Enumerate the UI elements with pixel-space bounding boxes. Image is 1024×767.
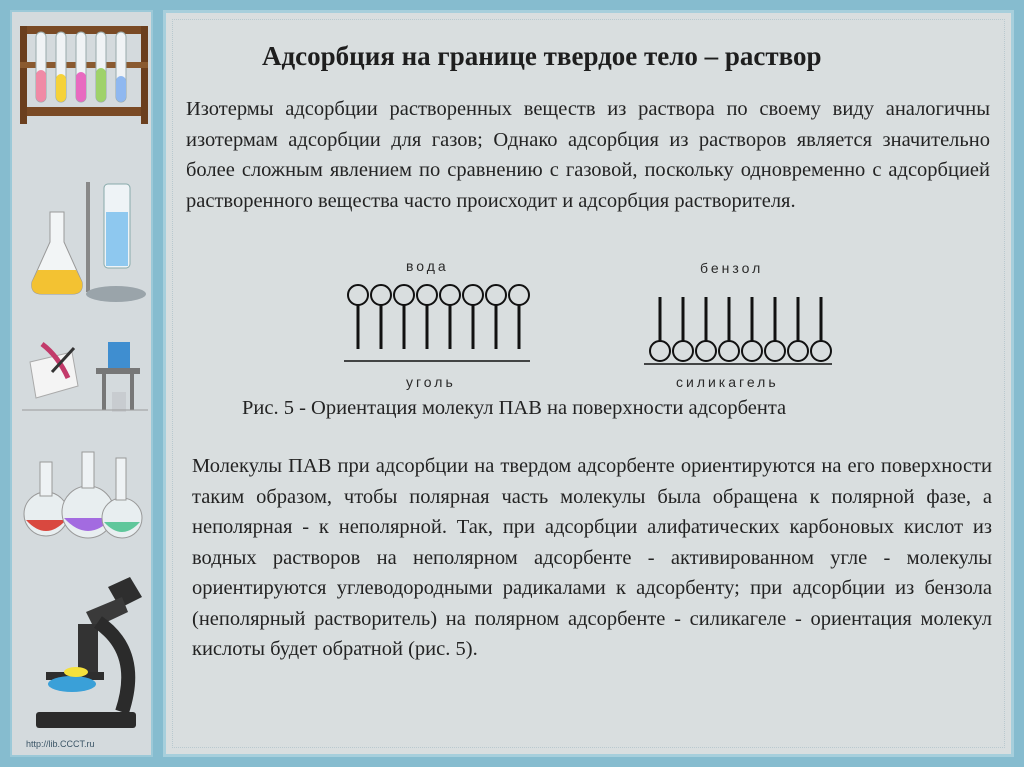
beaker-icon (104, 184, 130, 268)
test-tube-rack-icon (20, 26, 148, 124)
intro-paragraph: Изотермы адсорбции растворенных веществ из раствора по своему виду аналогичны изотермам адсорбции для газов; Однако адсорбция из растворов является значительно более сложным явлением по сравнению с газовой, поскольку одновременно с адсорбцией растворенного вещества часто происходит и адсорбция растворителя. (186, 98, 990, 212)
benzene-silica-molecules (650, 297, 831, 361)
burner-icon (96, 342, 140, 412)
silica-label: силикагель (676, 374, 779, 390)
quill-icon (30, 344, 78, 398)
adsorption-orientation-diagram (338, 257, 838, 391)
water-coal-molecules (348, 285, 529, 349)
decorative-sidebar (10, 10, 153, 757)
image-credit: http://lib.CCCT.ru (26, 739, 95, 749)
microscope-icon (36, 577, 142, 728)
round-flasks-icon (24, 452, 142, 538)
content-panel (163, 10, 1014, 757)
coal-label: уголь (406, 374, 456, 390)
water-label: вода (406, 258, 449, 274)
lab-equipment-illustration (12, 12, 151, 755)
figure-caption: Рис. 5 - Ориентация молекул ПАВ на поверхности адсорбента (242, 397, 787, 419)
benzene-label: бензол (700, 260, 764, 276)
slide-title: Адсорбция на границе твердое тело – раствор (262, 41, 822, 71)
explanation-paragraph: Молекулы ПАВ при адсорбции на твердом адсорбенте ориентируются на его поверхности таким образом, чтобы полярная часть молекулы была обращена к полярной фазе, а неполярная - к неполярной. Так, при адсорбции алифатических карбоновых кислот из водных растворов на неполярном адсорбенте - активированном угле - молекулы ориентируются углеводородными радикалами к адсорбенту; при адсорбции из бензола (неполярный растворитель) на полярном адсорбенте - силикагеле - ориентация молекул кислоты будет обратной (рис. 5). (192, 455, 992, 660)
